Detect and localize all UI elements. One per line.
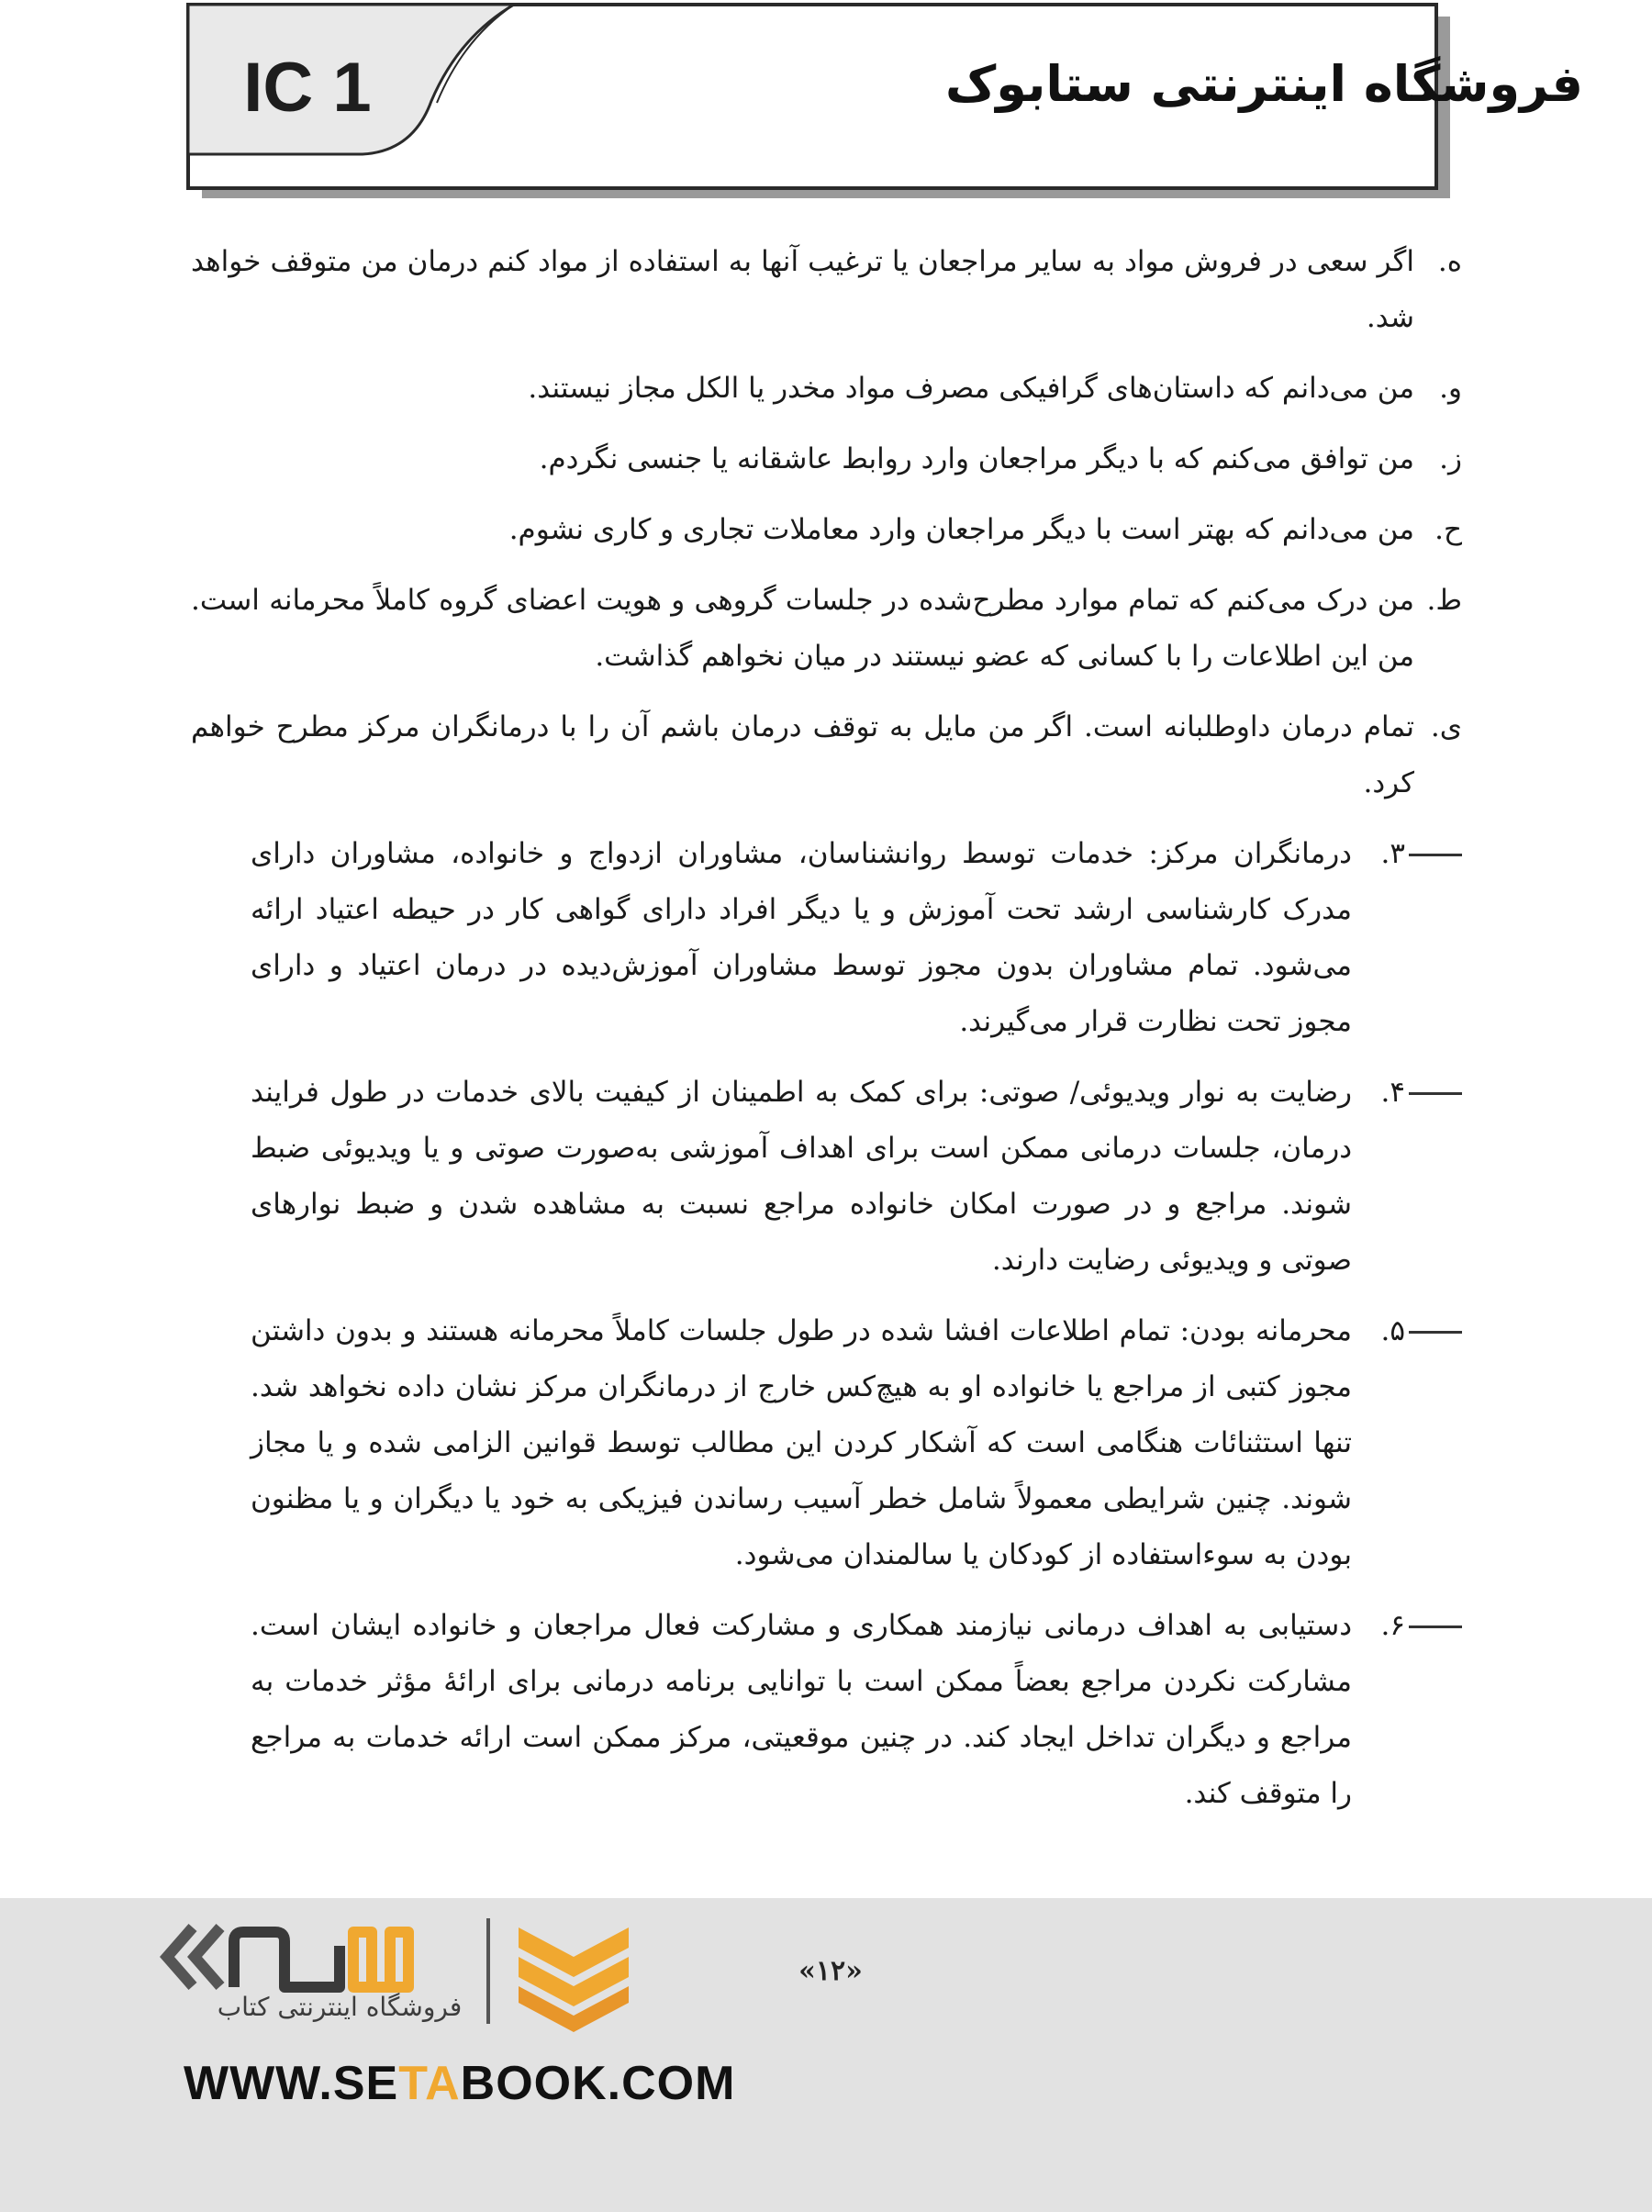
list-marker: ح. xyxy=(1434,513,1462,546)
list-item-text: اگر سعی در فروش مواد به سایر مراجعان یا ترغیب آنها به استفاده از مواد کنم درمان من متوقف خواهد شد. xyxy=(191,245,1414,334)
list-item-text: من می‌دانم که بهتر است با دیگر مراجعان وارد معاملات تجاری و کاری نشوم. xyxy=(508,513,1414,546)
list-item xyxy=(191,573,1462,685)
list-item xyxy=(191,502,1462,558)
numbered-marker xyxy=(1352,1065,1462,1121)
item-number: ۵. xyxy=(1380,1314,1405,1347)
setabook-logo xyxy=(156,1900,707,2047)
numbered-item-text: رضایت به نوار ویدیوئی/ صوتی: برای کمک به اطمینان از کیفیت بالای خدمات در طول فرایند درمان، جلسات درمانی ممکن است برای اهداف آموزشی به‌صورت صوتی و یا ویدیوئی ضبط شوند. مراجع و در صورت امکان خانواده مراجع نسبت به مشاهده شدن و ضبط نوارهای صوتی و ویدیوئی رضایت دارند. xyxy=(251,1076,1352,1277)
item-number: ۴. xyxy=(1380,1076,1405,1109)
item-number: ۳. xyxy=(1380,837,1405,870)
list-item xyxy=(191,699,1462,811)
book-icon xyxy=(519,1927,629,2032)
logo-wordmark xyxy=(234,1932,340,1987)
logo-caption: فروشگاه اینترنتی کتاب xyxy=(217,1992,463,2022)
list-item xyxy=(191,431,1462,487)
list-item-text: من درک می‌کنم که تمام موارد مطرح‌شده در جلسات گروهی و هویت اعضای گروه کاملاً محرمانه است. من این اطلاعات را با کسانی که عضو نیستند در میان نخواهم گذاشت. xyxy=(191,584,1414,673)
numbered-marker xyxy=(1352,1598,1462,1654)
website-accent-part: TA xyxy=(398,2057,461,2110)
header-code: IC 1 xyxy=(243,49,372,127)
numbered-item xyxy=(191,1303,1462,1583)
document-body xyxy=(191,234,1462,1837)
list-item-text: من توافق می‌کنم که با دیگر مراجعان وارد روابط عاشقانه یا جنسی نگردم. xyxy=(539,442,1414,475)
initial-blank-line xyxy=(1409,854,1462,856)
numbered-marker xyxy=(1352,1303,1462,1359)
list-marker: ط. xyxy=(1426,584,1462,617)
header-title: فروشگاه اینترنتی ستابوک xyxy=(944,55,1583,113)
numbered-item-text: درمانگران مرکز: خدمات توسط روانشناسان، مشاوران ازدواج و خانواده، مشاوران دارای مدرک کارشناسی ارشد تحت آموزش و یا دیگر افراد دارای گواهی کار در حیطه اعتیاد ارائه می‌شود. تمام مشاوران بدون مجوز توسط مشاوران آموزش‌دیده در درمان اعتیاد و دارای مجوز تحت نظارت قرار می‌گیرند. xyxy=(251,837,1352,1038)
chevron-left-icon xyxy=(195,1927,220,1986)
initial-blank-line xyxy=(1409,1625,1462,1628)
website-part: WWW.SE xyxy=(184,2057,399,2110)
website-url[interactable] xyxy=(184,2056,735,2111)
item-number: ۶. xyxy=(1380,1609,1405,1642)
logo-wordmark-accent xyxy=(353,1932,408,1987)
numbered-item xyxy=(191,1598,1462,1822)
numbered-item xyxy=(191,1065,1462,1289)
list-item-text: من می‌دانم که داستان‌های گرافیکی مصرف مواد مخدر یا الکل مجاز نیستند. xyxy=(528,372,1414,405)
list-item-text: تمام درمان داوطلبانه است. اگر من مایل به توقف درمان باشم آن را با درمانگران مرکز مطرح خواهم کرد. xyxy=(191,710,1414,799)
list-item xyxy=(191,361,1462,417)
page-number: «۱۲» xyxy=(798,1955,863,1987)
list-marker: ز. xyxy=(1439,442,1462,475)
list-marker: ه. xyxy=(1437,245,1462,278)
numbered-item-text: محرمانه بودن: تمام اطلاعات افشا شده در طول جلسات کاملاً محرمانه هستند و بدون داشتن مجوز کتبی از مراجع یا خانواده او به هیچ‌کس خارج از درمانگران مرکز نشان داده نخواهد شد. تنها استثنائات هنگامی است که آشکار کردن این مطالب توسط قوانین الزامی شده و یا مجاز شوند. چنین شرایطی معمولاً شامل خطر آسیب رساندن فیزیکی به خود یا دیگران و یا مظنون بودن به سوءاستفاده از کودکان یا سالمندان می‌شود. xyxy=(251,1314,1352,1571)
numbered-item-text: دستیابی به اهداف درمانی نیازمند همکاری و مشارکت فعال مراجعان و خانواده ایشان است. مشارکت نکردن مراجع بعضاً ممکن است با توانایی برنامه درمانی برای ارائهٔ مؤثر خدمات به مراجع و دیگران تداخل ایجاد کند. در چنین موقعیتی، مرکز ممکن است ارائه خدمات به مراجع را متوقف کند. xyxy=(251,1609,1352,1810)
website-part: BOOK.COM xyxy=(460,2057,736,2110)
initial-blank-line xyxy=(1409,1331,1462,1334)
numbered-item xyxy=(191,826,1462,1050)
list-item xyxy=(191,234,1462,346)
list-marker: ی. xyxy=(1430,710,1462,743)
numbered-marker xyxy=(1352,826,1462,882)
list-marker: و. xyxy=(1439,372,1462,405)
initial-blank-line xyxy=(1409,1092,1462,1095)
